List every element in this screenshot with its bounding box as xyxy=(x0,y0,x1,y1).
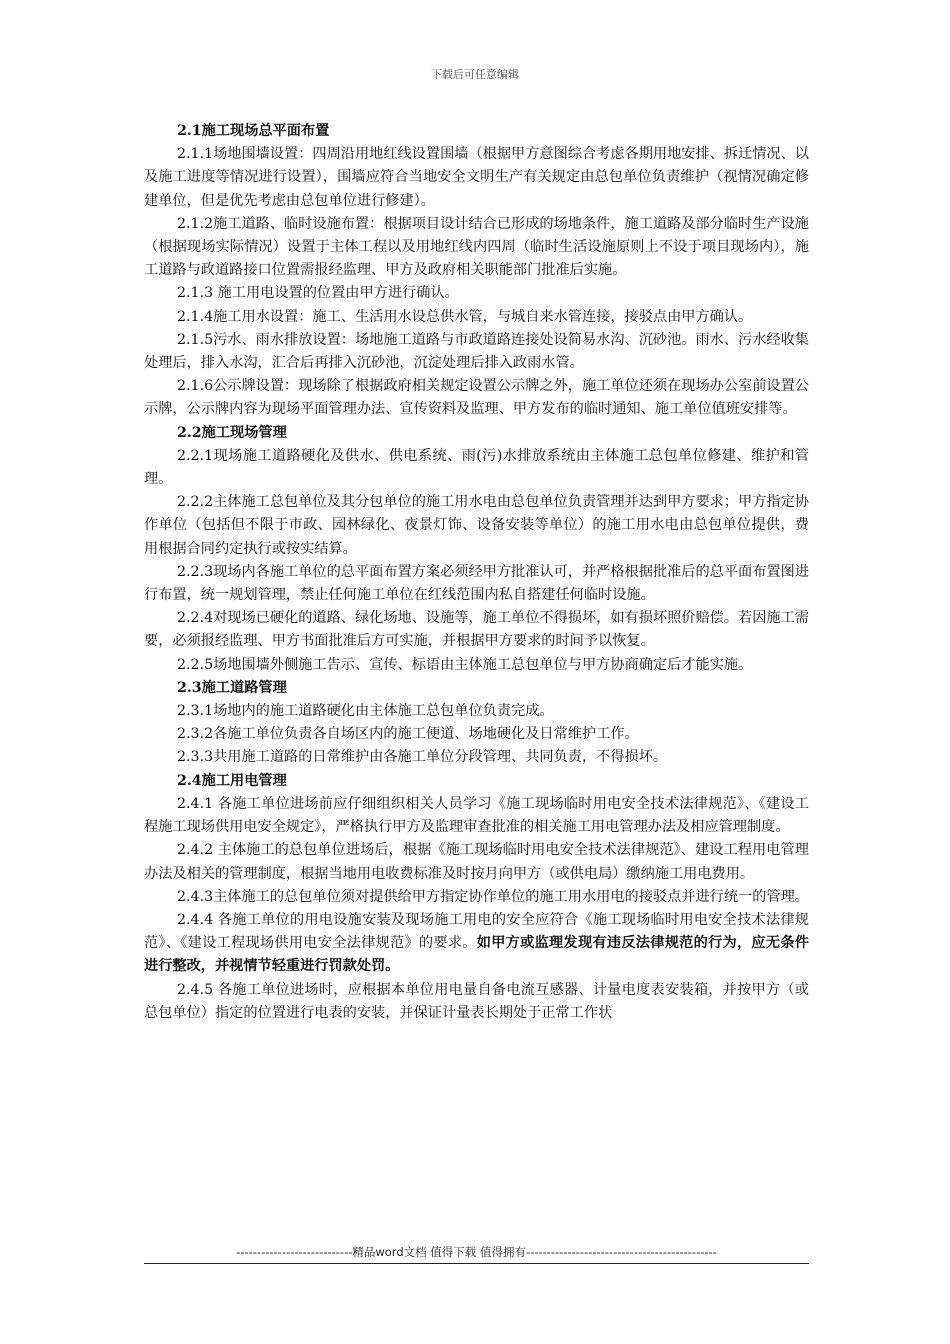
section-heading: 2.3施工道路管理 xyxy=(177,679,287,696)
paragraph-text: 2.4.4 各施工单位的用电设施安装及现场施工用电的安全应符合《施工现场临时用电安全技术法律规范》、《建设工程现场供用电安全法律规范》的要求。 xyxy=(144,911,809,952)
page-footer-note: ----------------------------精品word文档 值得下载 值得拥有---------------------------------------------- xyxy=(236,1245,717,1259)
paragraph: 2.3.2各施工单位负责各自场区内的施工便道、场地硬化及日常维护工作。 xyxy=(177,726,639,743)
section-heading: 2.1施工现场总平面布置 xyxy=(177,123,330,139)
paragraph: 2.1.5污水、雨水排放设置：场地施工道路与市政道路连接处设简易水沟、沉砂池。雨水、污水经收集处理后，排入水沟，汇合后再排入沉砂池，沉淀处理后排入政雨水管。 xyxy=(144,331,809,372)
paragraph: 2.4.5 各施工单位进场时，应根据本单位用电量自备电流互感器、计量电度表安装箱，并按甲方（或总包单位）指定的位置进行电表的安装，并保证计量表长期处于正常工作状 xyxy=(144,981,809,1021)
paragraph: 2.2.2主体施工总包单位及其分包单位的施工用水电由总包单位负责管理并达到甲方要求；甲方指定协作单位（包括但不限于市政、园林绿化、夜景灯饰、设备安装等单位）的施工用水电由总包单位提供，费用根据合同约定执行或按实结算。 xyxy=(144,494,809,557)
paragraph: 2.1.3 施工用电设置的位置由甲方进行确认。 xyxy=(177,285,459,302)
paragraph: 2.2.5场地围墙外侧施工告示、宣传、标语由主体施工总包单位与甲方协商确定后才能实施。 xyxy=(177,656,753,673)
paragraph xyxy=(144,909,809,979)
paragraph: 2.4.1 各施工单位进场前应仔细组织相关人员学习《施工现场临时用电安全技术法律规范》、《建设工程施工现场供用电安全规定》，严格执行甲方及监理审查批准的相关施工用电管理办法及相应管理制度。 xyxy=(144,795,809,836)
paragraph: 2.2.1现场施工道路硬化及供水、供电系统、雨(污)水排放系统由主体施工总包单位修建、维护和管理。 xyxy=(144,447,809,488)
page-header-note: 下载后可任意编辑 xyxy=(431,68,519,81)
paragraph: 2.4.3主体施工的总包单位须对提供给甲方指定协作单位的施工用水用电的接驳点并进行统一的管理。 xyxy=(177,888,809,905)
section-heading: 2.4施工用电管理 xyxy=(177,772,287,789)
paragraph: 2.2.4对现场已硬化的道路、绿化场地、设施等，施工单位不得损坏，如有损坏照价赔偿。若因施工需要，必须报经监理、甲方书面批准后方可实施，并根据甲方要求的时间予以恢复。 xyxy=(144,610,809,650)
paragraph: 2.1.2施工道路、临时设施布置：根据项目设计结合已形成的场地条件，施工道路及部分临时生产设施（根据现场实际情况）设置于主体工程以及用地红线内四周（临时生活设施原则上不设于项目现场内），施工道路与政道路接口位置需报经监理、甲方及政府相关职能部门批准后实施。 xyxy=(144,215,809,279)
paragraph: 2.4.2 主体施工的总包单位进场后，根据《施工现场临时用电安全技术法律规范》、建设工程用电管理办法及相关的管理制度，根据当地用电收费标准及时按月向甲方（或供电局）缴纳施工用电费用。 xyxy=(144,842,809,882)
footer-divider xyxy=(144,1263,809,1264)
paragraph: 2.3.3共用施工道路的日常维护由各施工单位分段管理、共同负责，不得损坏。 xyxy=(177,749,668,766)
paragraph: 2.3.1场地内的施工道路硬化由主体施工总包单位负责完成。 xyxy=(177,703,554,720)
paragraph-bold-text: 如甲方或监理发现有违反法律规范的行为，应无条件进行整改，并视情节轻重进行罚款处罚。 xyxy=(144,935,809,975)
paragraph: 2.1.6公示牌设置：现场除了根据政府相关规定设置公示牌之外，施工单位还须在现场办公室前设置公示牌，公示牌内容为现场平面管理办法、宣传资料及监理、甲方发布的临时通知、施工单位值班安排等。 xyxy=(144,378,809,418)
document-body xyxy=(144,120,809,1025)
paragraph: 2.1.4施工用水设置：施工、生活用水设总供水管，与城自来水管连接，接驳点由甲方确认。 xyxy=(177,308,753,325)
paragraph: 2.2.3现场内各施工单位的总平面布置方案必须经甲方批准认可，并严格根据批准后的总平面布置图进行布置，统一规划管理，禁止任何施工单位在红线范围内私自搭建任何临时设施。 xyxy=(144,563,809,604)
paragraph: 2.1.1场地围墙设置：四周沿用地红线设置围墙（根据甲方意图综合考虑各期用地安排、拆迁情况、以及施工进度等情况进行设置），围墙应符合当地安全文明生产有关规定由总包单位负责维护（视情况确定修建单位，但是优先考虑由总包单位进行修建）。 xyxy=(144,146,809,209)
section-heading: 2.2施工现场管理 xyxy=(177,424,287,441)
